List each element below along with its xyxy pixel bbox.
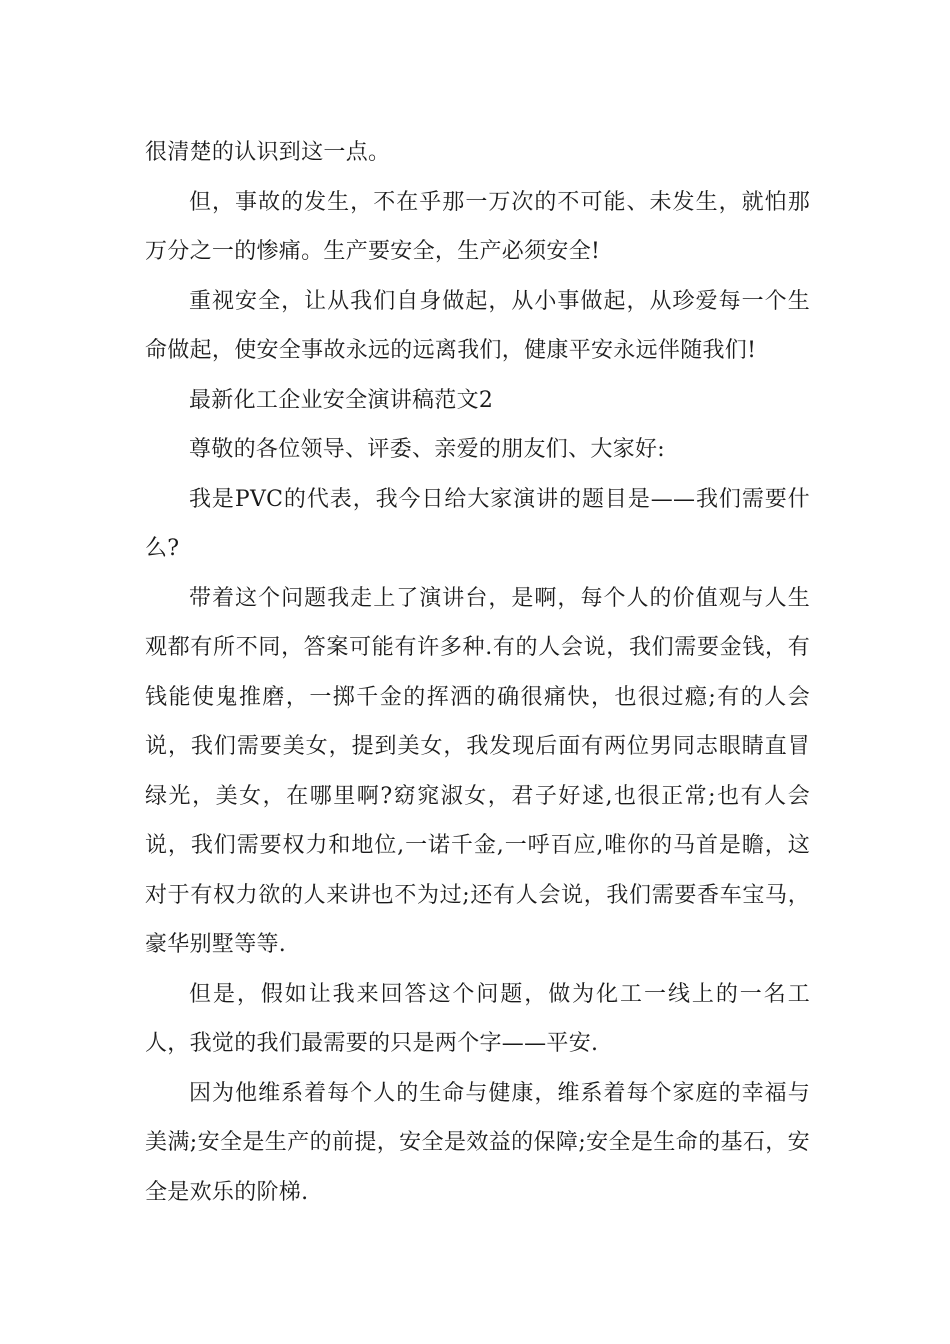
paragraph-greeting: 尊敬的各位领导、评委、亲爱的朋友们、大家好:	[189, 437, 666, 462]
section-heading: 最新化工企业安全演讲稿范文2	[189, 387, 494, 413]
paragraph-continuation: 很清楚的认识到这一点。	[145, 140, 391, 165]
paragraph-topic: 我是PVC的代表，我今日给大家演讲的题目是——我们需要什么?	[145, 486, 810, 561]
paragraph-answer: 但是，假如让我来回答这个问题，做为化工一线上的一名工人，我觉的我们最需要的只是两个字——平安.	[145, 981, 810, 1056]
paragraph-value-safety: 重视安全，让从我们自身做起，从小事做起，从珍爱每一个生命做起，使安全事故永远的远离我们，健康平安永远伴随我们!	[145, 288, 810, 363]
document-body	[145, 128, 810, 1217]
paragraph-reason: 因为他维系着每个人的生命与健康，维系着每个家庭的幸福与美满;安全是生产的前提，安全是效益的保障;安全是生命的基石，安全是欢乐的阶梯.	[145, 1080, 810, 1205]
paragraph-accident: 但，事故的发生，不在乎那一万次的不可能、未发生，就怕那万分之一的惨痛。生产要安全，生产必须安全!	[145, 189, 810, 264]
paragraph-question: 带着这个问题我走上了演讲台，是啊，每个人的价值观与人生观都有所不同，答案可能有许多种.有的人会说，我们需要金钱，有钱能使鬼推磨，一掷千金的挥洒的确很痛快，也很过瘾;有的人会说，我们需要美女，提到美女，我发现后面有两位男同志眼睛直冒绿光，美女，在哪里啊?窈窕淑女，君子好逑,也很正常;也有人会说，我们需要权力和地位,一诺千金,一呼百应,唯你的马首是瞻，这对于有权力欲的人来讲也不为过;还有人会说，我们需要香车宝马，豪华别墅等等.	[145, 585, 810, 957]
